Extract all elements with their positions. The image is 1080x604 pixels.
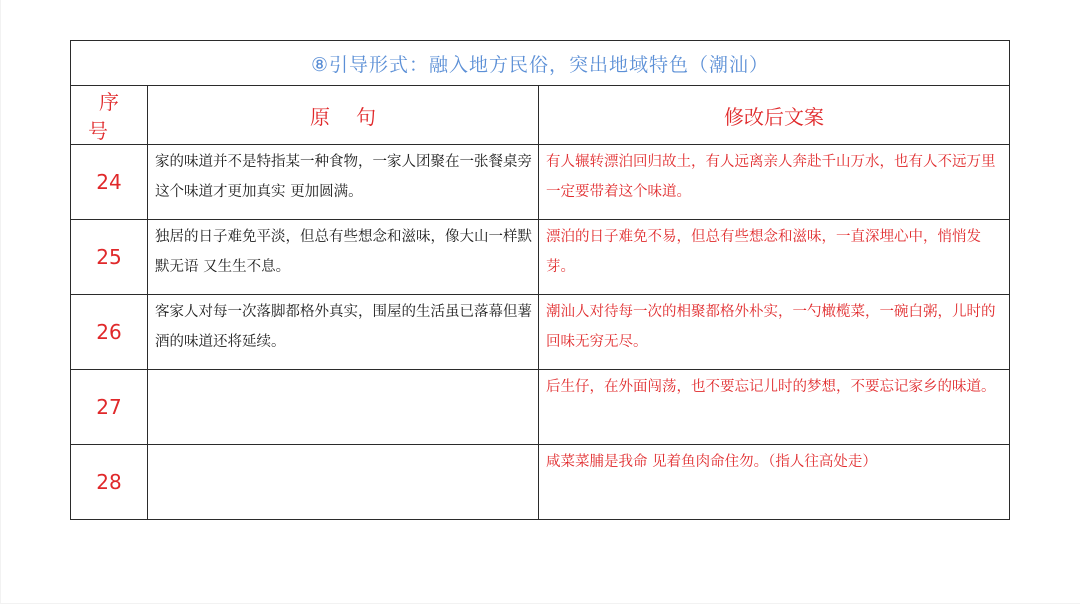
header-row [71, 86, 1010, 145]
table-row [71, 445, 1010, 520]
header-number: 序号 [71, 86, 148, 145]
original-sentence: 独居的日子难免平淡，但总有些想念和滋味，像大山一样默默无语 又生生不息。 [148, 220, 539, 295]
title-row [71, 41, 1010, 86]
row-number: 26 [71, 295, 148, 370]
modified-copy: 漂泊的日子难免不易，但总有些想念和滋味，一直深埋心中，悄悄发芽。 [539, 220, 1010, 295]
row-number: 28 [71, 445, 148, 520]
row-number: 27 [71, 370, 148, 445]
original-sentence: 客家人对每一次落脚都格外真实，围屋的生活虽已落幕但薯酒的味道还将延续。 [148, 295, 539, 370]
table-row [71, 295, 1010, 370]
original-sentence [148, 370, 539, 445]
modified-copy: 有人辗转漂泊回归故土，有人远离亲人奔赴千山万水，也有人不远万里一定要带着这个味道。 [539, 145, 1010, 220]
table-title: ⑧引导形式：融入地方民俗，突出地域特色（潮汕） [71, 41, 1010, 86]
row-number: 25 [71, 220, 148, 295]
row-number: 24 [71, 145, 148, 220]
table-row [71, 220, 1010, 295]
modified-copy: 咸菜菜脯是我命 见着鱼肉命住勿。（指人往高处走） [539, 445, 1010, 520]
original-sentence [148, 445, 539, 520]
header-original: 原句 [148, 86, 539, 145]
original-sentence: 家的味道并不是特指某一种食物，一家人团聚在一张餐桌旁这个味道才更加真实 更加圆满。 [148, 145, 539, 220]
header-modified: 修改后文案 [539, 86, 1010, 145]
modified-copy: 后生仔，在外面闯荡，也不要忘记儿时的梦想，不要忘记家乡的味道。 [539, 370, 1010, 445]
table-row [71, 145, 1010, 220]
copywriting-table [70, 40, 1010, 520]
modified-copy: 潮汕人对待每一次的相聚都格外朴实，一勺橄榄菜，一碗白粥，儿时的回味无穷无尽。 [539, 295, 1010, 370]
table-row [71, 370, 1010, 445]
